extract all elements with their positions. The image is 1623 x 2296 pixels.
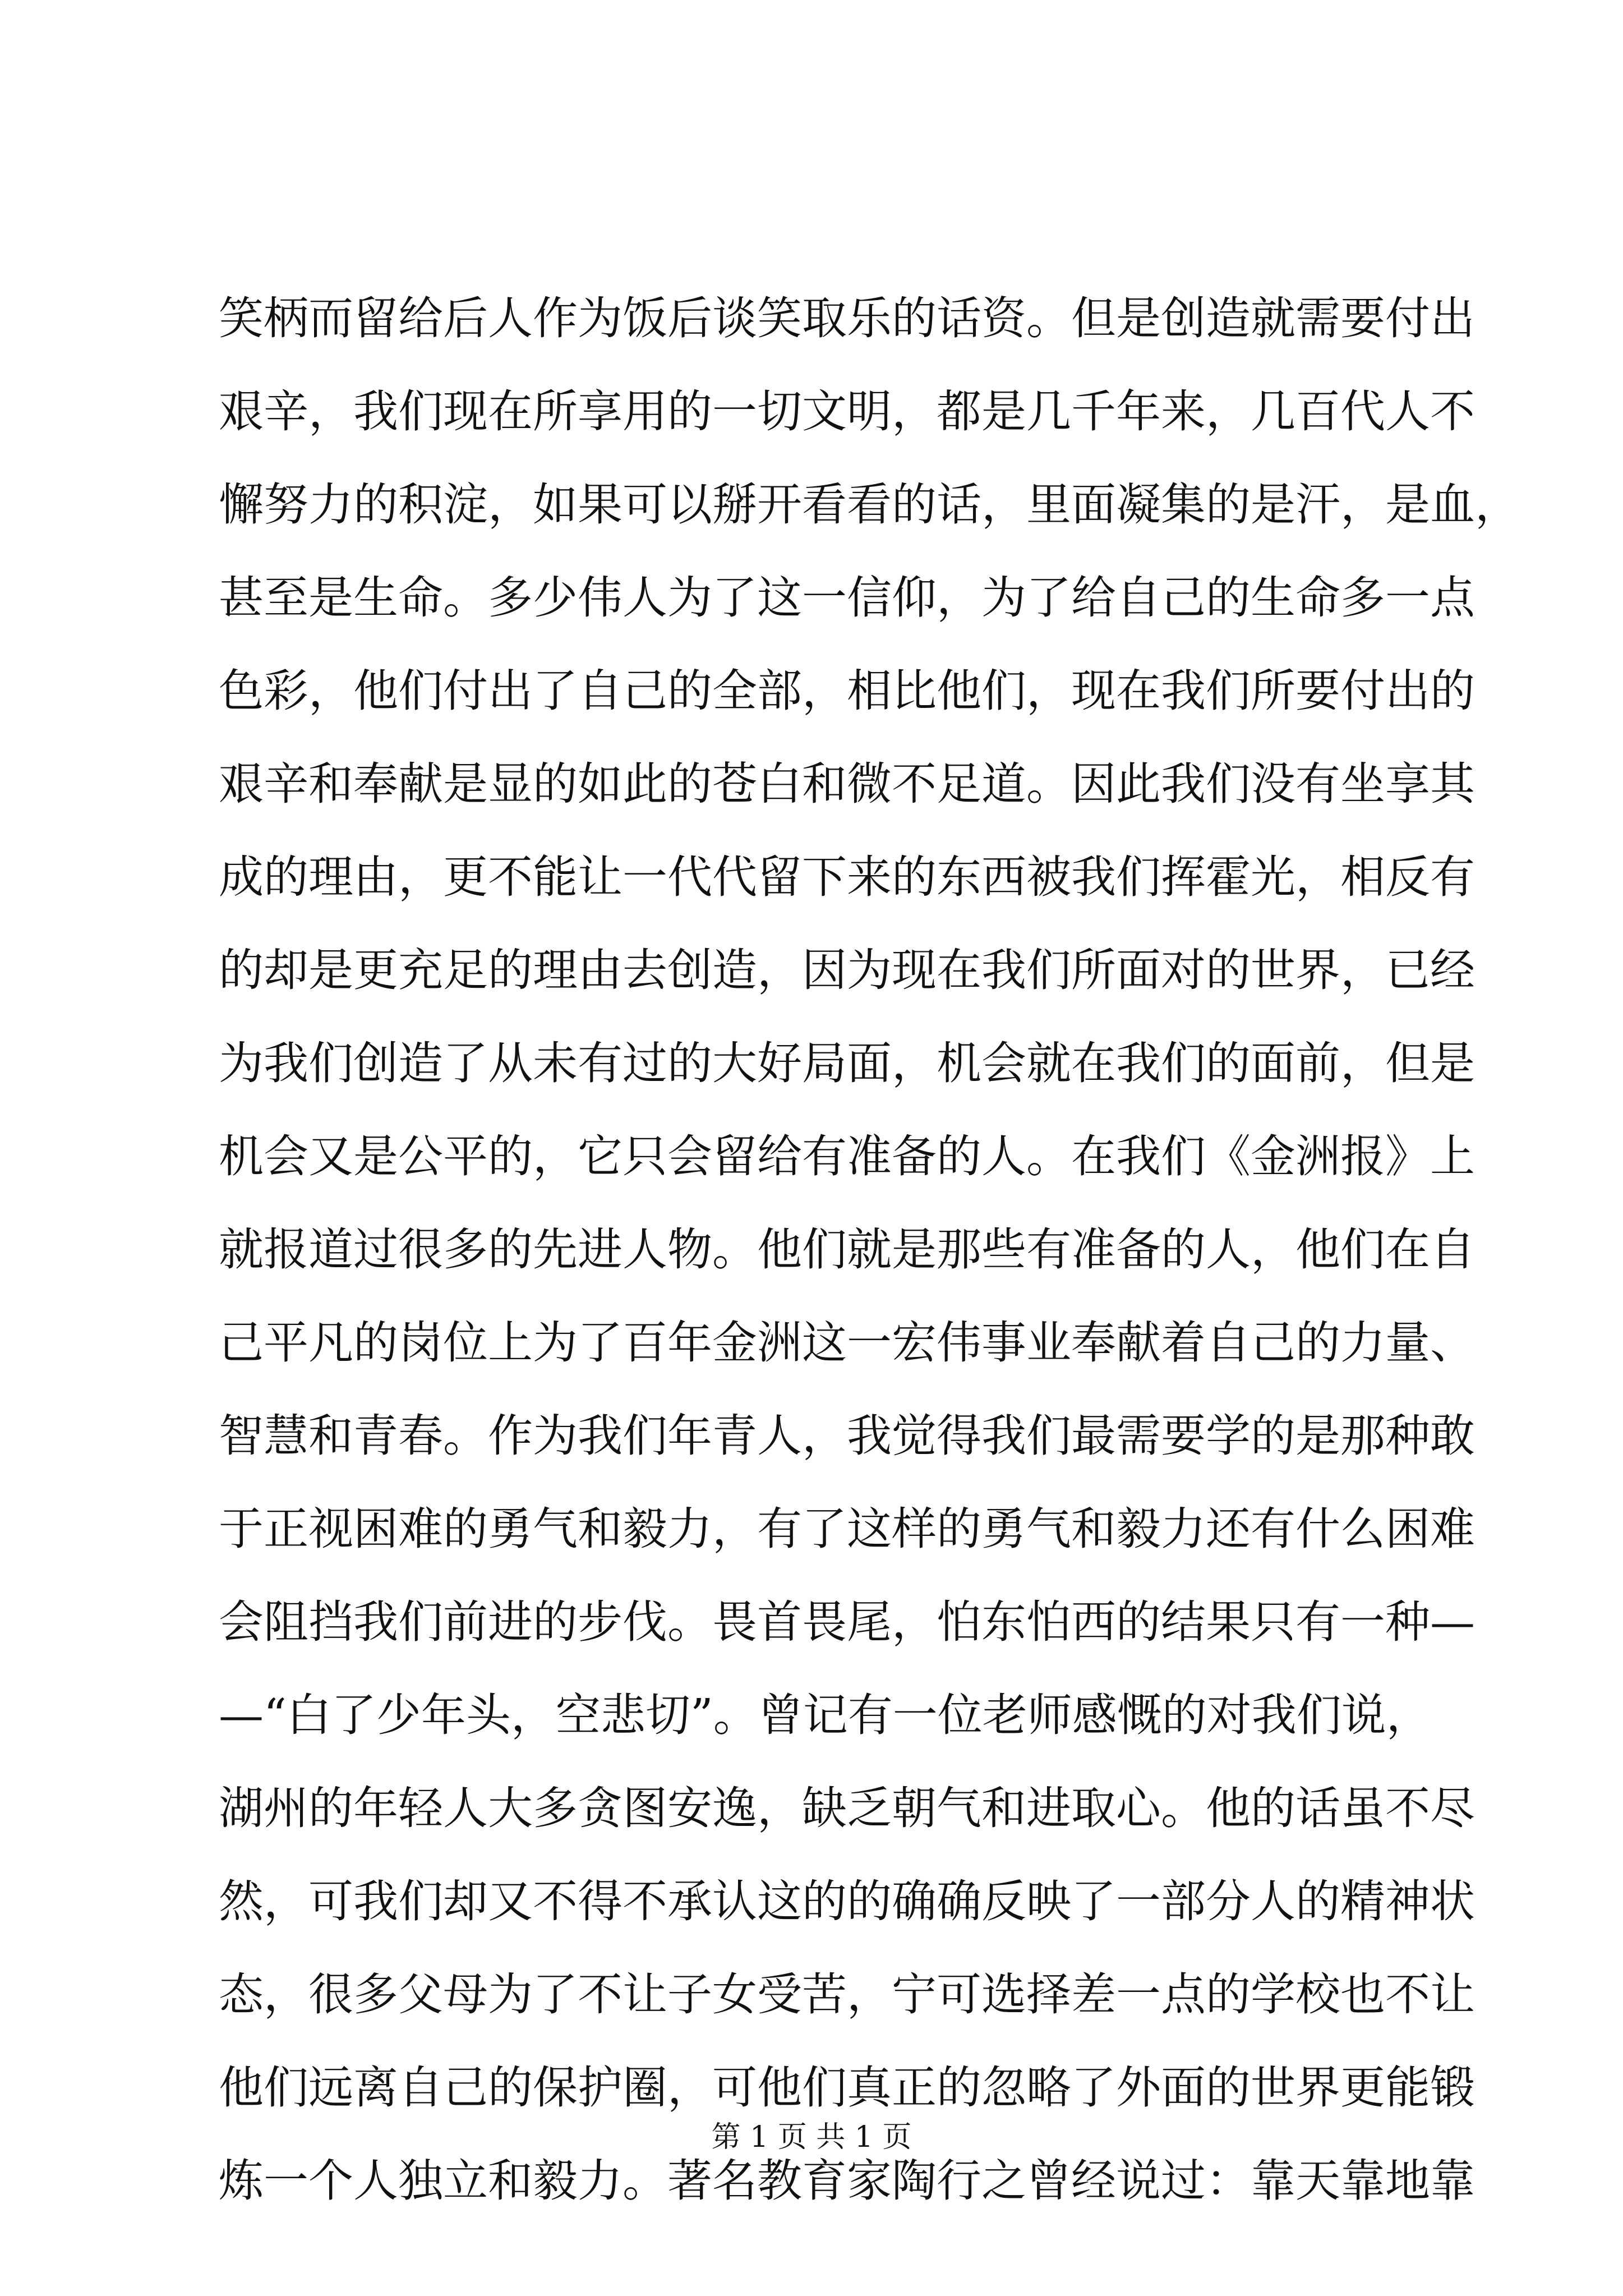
text-line: —“白了少年头，空悲切”。曾记有一位老师感慨的对我们说，	[219, 1689, 1431, 1741]
text-line: 成的理由，更不能让一代代留下来的东西被我们挥霍光，相反有	[219, 851, 1475, 903]
text-line: 己平凡的岗位上为了百年金洲这一宏伟事业奉献着自己的力量、	[219, 1317, 1475, 1369]
text-line: 色彩，他们付出了自己的全部，相比他们，现在我们所要付出的	[219, 665, 1475, 717]
text-line: 他们远离自己的保护圈，可他们真正的忽略了外面的世界更能锻	[219, 2062, 1475, 2114]
text-line: 甚至是生命。多少伟人为了这一信仰，为了给自己的生命多一点	[219, 572, 1475, 624]
text-line: 然，可我们却又不得不承认这的的确确反映了一部分人的精神状	[219, 1875, 1475, 1927]
page-number-footer: 第 1 页 共 1 页	[711, 2120, 912, 2154]
text-line: 态，很多父母为了不让子女受苦，宁可选择差一点的学校也不让	[219, 1968, 1475, 2021]
text-line: 为我们创造了从未有过的大好局面，机会就在我们的面前，但是	[219, 1037, 1475, 1089]
text-line: 的却是更充足的理由去创造，因为现在我们所面对的世界，已经	[219, 944, 1475, 996]
text-line: 笑柄而留给后人作为饭后谈笑取乐的话资。但是创造就需要付出	[219, 292, 1475, 344]
text-line: 智慧和青春。作为我们年青人，我觉得我们最需要学的是那种敢	[219, 1410, 1475, 1462]
text-line: 会阻挡我们前进的步伐。畏首畏尾，怕东怕西的结果只有一种—	[219, 1596, 1475, 1648]
text-line: 懈努力的积淀，如果可以掰开看看的话，里面凝集的是汗，是血，	[219, 478, 1520, 531]
text-line: 于正视困难的勇气和毅力，有了这样的勇气和毅力还有什么困难	[219, 1503, 1475, 1555]
body-text	[219, 272, 1520, 2228]
text-line: 湖州的年轻人大多贪图安逸，缺乏朝气和进取心。他的话虽不尽	[219, 1782, 1475, 1834]
text-line: 艰辛和奉献是显的如此的苍白和微不足道。因此我们没有坐享其	[219, 758, 1475, 810]
text-line: 炼一个人独立和毅力。著名教育家陶行之曾经说过：靠天靠地靠	[219, 2155, 1475, 2207]
text-line: 就报道过很多的先进人物。他们就是那些有准备的人，他们在自	[219, 1223, 1475, 1276]
text-line: 机会又是公平的，它只会留给有准备的人。在我们《金洲报》上	[219, 1130, 1475, 1182]
text-line: 艰辛，我们现在所享用的一切文明，都是几千年来，几百代人不	[219, 385, 1475, 438]
